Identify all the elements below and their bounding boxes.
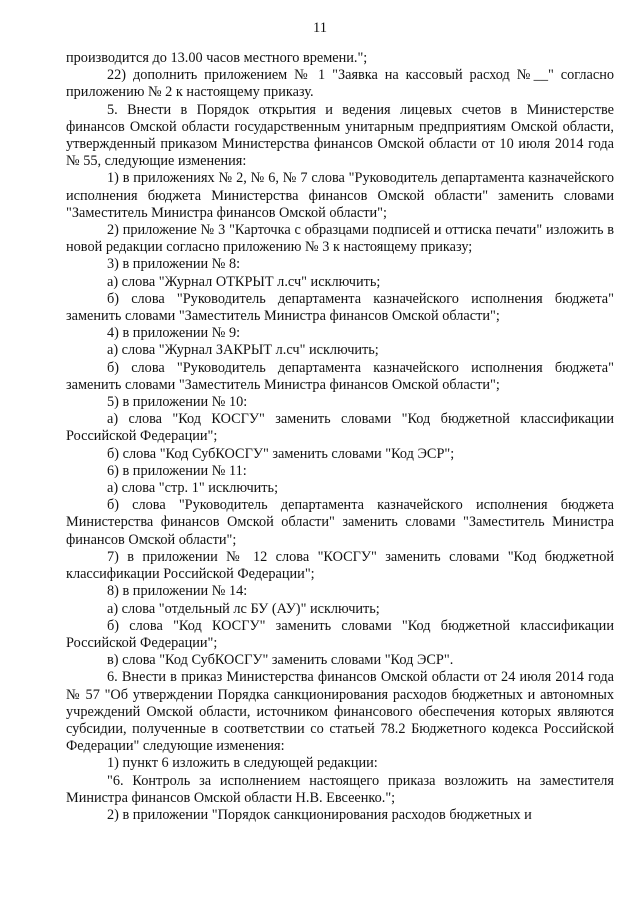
paragraph: 1) в приложениях № 2, № 6, № 7 слова "Руководитель департамента казначейского исполнения бюджета Министерства финансов Омской области" заменить словами "Заместитель Министра финансов Омской области"; [66, 170, 614, 221]
paragraph: а) слова "Журнал ОТКРЫТ л.сч" исключить; [107, 273, 381, 290]
paragraph: в) слова "Код СубКОСГУ" заменить словами "Код ЭСР". [107, 652, 454, 669]
paragraph: 1) пункт 6 изложить в следующей редакции: [107, 755, 378, 772]
paragraph: а) слова "отдельный лс БУ (АУ)" исключить; [107, 600, 380, 617]
paragraph: 5) в приложении № 10: [107, 394, 248, 411]
paragraph: 3) в приложении № 8: [107, 256, 241, 273]
paragraph: а) слова "стр. 1" исключить; [107, 480, 279, 497]
paragraph: 7) в приложении № 12 слова "КОСГУ" заменить словами "Код бюджетной классификации Российской Федерации"; [66, 548, 614, 583]
document-body [66, 50, 614, 824]
paragraph: 4) в приложении № 9: [107, 325, 241, 342]
paragraph: 8) в приложении № 14: [107, 583, 248, 600]
page-number: 11 [313, 20, 327, 36]
paragraph: 6) в приложении № 11: [107, 462, 247, 479]
paragraph: а) слова "Код КОСГУ" заменить словами "Код бюджетной классификации Российской Федерации"; [66, 411, 614, 445]
paragraph: б) слова "Код СубКОСГУ" заменить словами "Код ЭСР"; [107, 445, 455, 462]
paragraph: б) слова "Код КОСГУ" заменить словами "Код бюджетной классификации Российской Федерации"; [66, 617, 614, 651]
paragraph: 2) приложение № 3 "Карточка с образцами подписей и оттиска печати" изложить в новой редакции согласно приложению № 3 к настоящему приказу; [66, 222, 614, 256]
paragraph: 2) в приложении "Порядок санкционирования расходов бюджетных и [107, 806, 532, 823]
paragraph: производится до 13.00 часов местного времени."; [66, 50, 368, 66]
paragraph: "6. Контроль за исполнением настоящего приказа возложить на заместителя Министра финансов Омской области Н.В. Евсеенко."; [66, 772, 614, 806]
paragraph: б) слова "Руководитель департамента казначейского исполнения бюджета" заменить словами "Заместитель Министра финансов Омской области"; [66, 290, 614, 325]
paragraph: 6. Внести в приказ Министерства финансов Омской области от 24 июля 2014 года № 57 "Об утверждении Порядка санкционирования расходов бюджетных и автономных учреждений Омской области, источником финансового обеспечения которых являются субсидии, полученные в соответствии со статьей 78.2 Бюджетного кодекса Российской Федерации" следующие изменения: [66, 669, 614, 755]
paragraph: 5. Внести в Порядок открытия и ведения лицевых счетов в Министерстве финансов Омской области государственным унитарным предприятиям Омской области, утвержденный приказом Министерства финансов Омской области от 10 июля 2014 года № 55, следующие изменения: [66, 101, 614, 170]
paragraph: а) слова "Журнал ЗАКРЫТ л.сч" исключить; [107, 342, 379, 359]
paragraph: б) слова "Руководитель департамента казначейского исполнения бюджета" заменить словами "Заместитель Министра финансов Омской области"; [66, 359, 614, 393]
paragraph: 22) дополнить приложением № 1 "Заявка на кассовый расход №__" согласно приложению № 2 к настоящему приказу. [66, 67, 614, 101]
paragraph: б) слова "Руководитель департамента казначейского исполнения бюджета Министерства финансов Омской области" заменить словами "Заместитель Министра финансов Омской области"; [66, 497, 614, 548]
